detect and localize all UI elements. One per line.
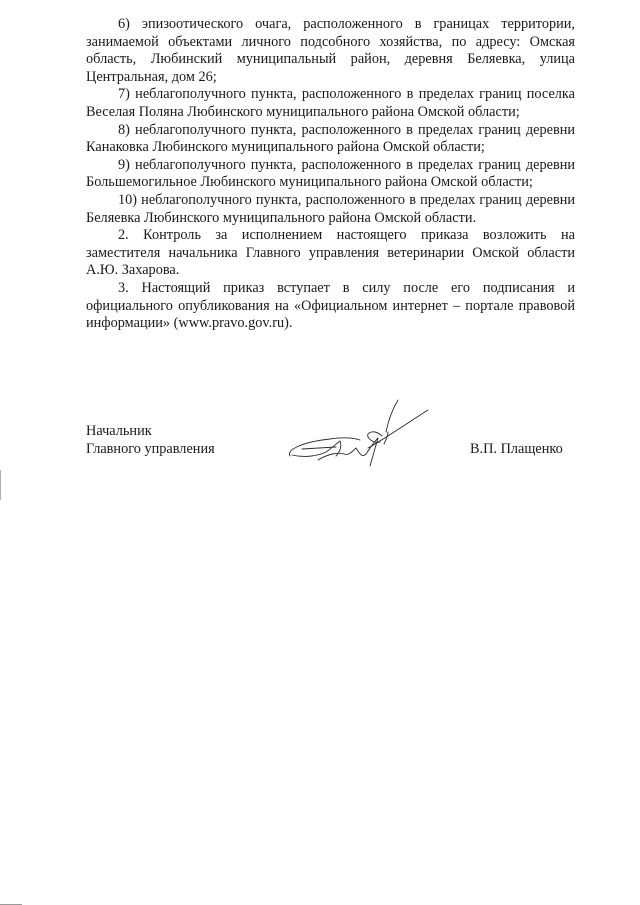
effective-date-paragraph: 3. Настоящий приказ вступает в силу после его подписания и официального опубликования на «Официальном интернет – портале правовой информации» (www.pravo.gov.ru). <box>86 279 575 332</box>
item-10-paragraph: 10) неблагополучного пункта, расположенного в пределах границ деревни Беляевка Любинского муниципального района Омской области. <box>86 191 575 226</box>
signatory-name: В.П. Плащенко <box>470 441 563 457</box>
signatory-position-line-2: Главного управления <box>86 440 215 457</box>
document-body <box>86 16 575 333</box>
signatory-position-line-1: Начальник <box>86 423 152 439</box>
item-8-paragraph: 8) неблагополучного пункта, расположенного в пределах границ деревни Канаковка Любинского муниципального района Омской области; <box>86 121 575 156</box>
scan-edge-mark <box>0 470 1 500</box>
control-clause-paragraph: 2. Контроль за исполнением настоящего приказа возложить на заместителя начальника Главного управления ветеринарии Омской области А.Ю. Захарова. <box>86 227 575 279</box>
signatory-position <box>86 423 215 458</box>
item-7-paragraph: 7) неблагополучного пункта, расположенного в пределах границ поселка Веселая Поляна Любинского муниципального района Омской области; <box>86 86 575 120</box>
item-9-paragraph: 9) неблагополучного пункта, расположенного в пределах границ деревни Большемогильное Любинского муниципального района Омской области; <box>86 156 575 191</box>
item-6-paragraph: 6) эпизоотического очага, расположенного в границах территории, занимаемой объектами личного подсобного хозяйства, по адресу: Омская область, Любинский муниципальный район, деревня Беляевка, улица Центральная, дом 26; <box>86 16 575 85</box>
handwritten-signature <box>282 392 432 477</box>
